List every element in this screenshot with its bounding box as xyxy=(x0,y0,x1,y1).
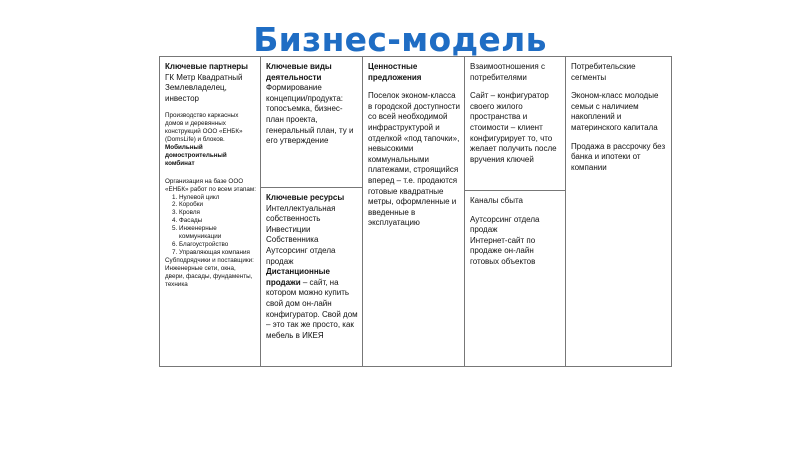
customer-relationships-header: Взаимоотношения с потребителями xyxy=(470,62,545,82)
stage-item: 3. Кровля xyxy=(179,209,256,217)
partner-line: Землевладелец, инвестор xyxy=(165,83,227,103)
key-activities-block xyxy=(261,57,363,188)
production-text: Производство каркасных домов и деревянных конструкций ООО «ЕНБК» (DomsLife) и блоков. xyxy=(165,112,243,144)
value-propositions-header: Ценностные предложения xyxy=(368,62,422,82)
key-resources-header: Ключевые ресурсы xyxy=(266,193,345,202)
business-model-canvas xyxy=(159,56,672,367)
key-partners-block xyxy=(160,57,261,366)
distance-sales-text: – сайт, на котором можно купить свой дом он-лайн конфигуратор. Свой дом – это так же просто, как мебель в ИКЕЯ xyxy=(266,277,358,340)
value-propositions-text: Поселок эконом-класса в городской доступности со всей необходимой инфраструктурой и отделкой «под тапочки», невысокими коммунальными платежами, строящийся вперед – т.е. продаются готовые квадратные метры, оформленные и введенные в эксплуатацию xyxy=(368,91,460,228)
stage-item: 5. Инженерные коммуникации xyxy=(179,225,256,241)
stage-item: 6. Благоустройство xyxy=(179,241,256,249)
distance-sales-label: Дистанционные продажи xyxy=(266,267,330,287)
customer-segments-header: Потребительские сегменты xyxy=(571,62,636,82)
production-note xyxy=(165,112,256,167)
customer-relationships-text: Сайт – конфигуратор своего жилого пространства и стоимости – клиент конфигурирует то, что желает получить после вручения ключей xyxy=(470,91,557,164)
distance-sales xyxy=(266,267,358,341)
stage-item: 1. Нулевой цикл xyxy=(179,194,256,202)
resource-line: Интеллектуальная собственность xyxy=(266,203,336,224)
customer-relationships-block xyxy=(465,57,566,191)
stage-item: 2. Коробки xyxy=(179,201,256,209)
production-bold: Мобильный домостроительный комбинат xyxy=(165,144,227,167)
channel-line: Интернет-сайт по продаже он-лайн готовых объектов xyxy=(470,235,536,266)
key-activities-text: Формирование концепции/продукта: топосъемка, бизнес-план проекта, генеральный план, ту и его утверждение xyxy=(266,83,354,146)
resource-line: Собственника xyxy=(266,235,319,245)
value-propositions-block xyxy=(363,57,465,366)
resource-line: Аутсорсинг отдела продаж xyxy=(266,245,336,266)
stage-item: 4. Фасады xyxy=(179,217,256,225)
channels-block xyxy=(465,191,566,366)
channel-line: Аутсорсинг отдела продаж xyxy=(470,214,540,235)
partner-line: ГК Метр Квадратный xyxy=(165,72,243,82)
customer-segments-financing: Продажа в рассрочку без банка и ипотеки от компании xyxy=(571,141,666,172)
key-activities-header: Ключевые виды деятельности xyxy=(266,62,332,82)
key-partners-header: Ключевые партнеры xyxy=(165,62,248,71)
channels-header: Каналы сбыта xyxy=(470,196,523,205)
organization-intro: Организация на базе ООО «ЕНБК» работ по всем этапам: xyxy=(165,177,256,193)
stages-list xyxy=(165,194,256,257)
page-title: Бизнес-модель xyxy=(253,20,547,59)
key-resources-block xyxy=(261,188,363,366)
resource-line: Инвестиции xyxy=(266,224,311,234)
subcontractors-detail: Инженерные сети, окна, двери, фасады, фундаменты, техника xyxy=(165,264,253,288)
subcontractors-label: Субподрядчики и поставщики: xyxy=(165,256,254,264)
stage-item: 7. Управляющая компания xyxy=(179,249,256,257)
customer-segments-text: Эконом-класс молодые семьи с наличием накоплений и материнского капитала xyxy=(571,91,659,132)
customer-segments-block xyxy=(566,57,671,366)
